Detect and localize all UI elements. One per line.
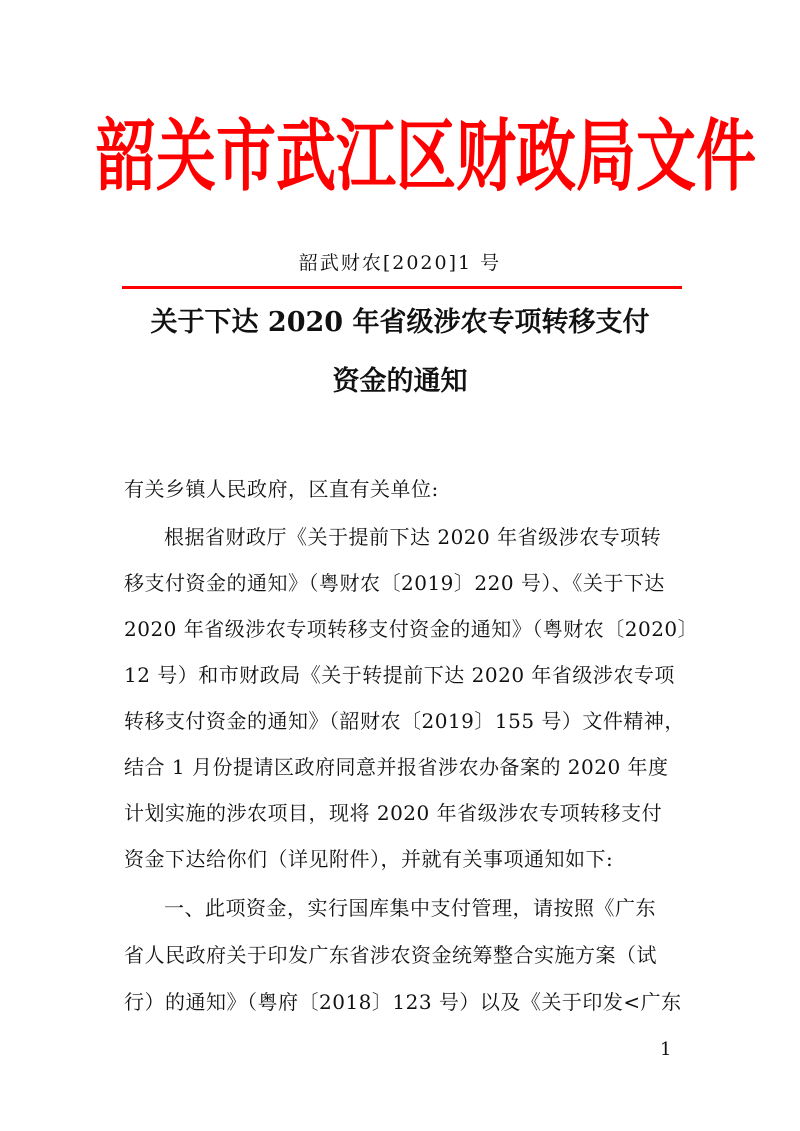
body-line-11: 行）的通知》（粤府〔2018〕123 号）以及《关于印发<广东 bbox=[124, 990, 682, 1014]
body-line-8: 资金下达给你们（详见附件），并就有关事项通知如下: bbox=[124, 847, 614, 871]
body-line-9: 一、此项资金，实行国库集中支付管理，请按照《广东 bbox=[164, 896, 656, 920]
body-line-7: 计划实施的涉农项目，现将 2020 年省级涉农专项转移支付 bbox=[124, 801, 663, 825]
document-number: 韶武财农[2020]1 号 bbox=[298, 252, 502, 274]
body-line-3: 2020 年省级涉农专项转移支付资金的通知》（粤财农〔2020〕 bbox=[124, 617, 699, 641]
body-line-5: 转移支付资金的通知》（韶财农〔2019〕155 号）文件精神， bbox=[124, 709, 685, 733]
body-line-4: 12 号）和市财政局《关于转提前下达 2020 年省级涉农专项 bbox=[124, 663, 675, 687]
body-line-6: 结合 1 月份提请区政府同意并报省涉农办备案的 2020 年度 bbox=[124, 755, 669, 779]
body-line-2: 移支付资金的通知》（粤财农〔2019〕220 号）、《关于下达 bbox=[124, 571, 665, 595]
document-masthead: 韶关市武江区财政局文件 bbox=[96, 111, 756, 203]
notice-title-line-1: 关于下达 2020 年省级涉农专项转移支付 bbox=[150, 307, 650, 338]
page-number: 1 bbox=[660, 1039, 672, 1060]
notice-title-line-2: 资金的通知 bbox=[332, 366, 468, 397]
body-line-10: 省人民政府关于印发广东省涉农资金统筹整合实施方案（试 bbox=[124, 943, 657, 967]
body-line-1: 根据省财政厅《关于提前下达 2020 年省级涉农专项转 bbox=[164, 525, 662, 549]
salutation: 有关乡镇人民政府，区直有关单位: bbox=[124, 477, 439, 501]
red-divider-line bbox=[122, 286, 682, 289]
